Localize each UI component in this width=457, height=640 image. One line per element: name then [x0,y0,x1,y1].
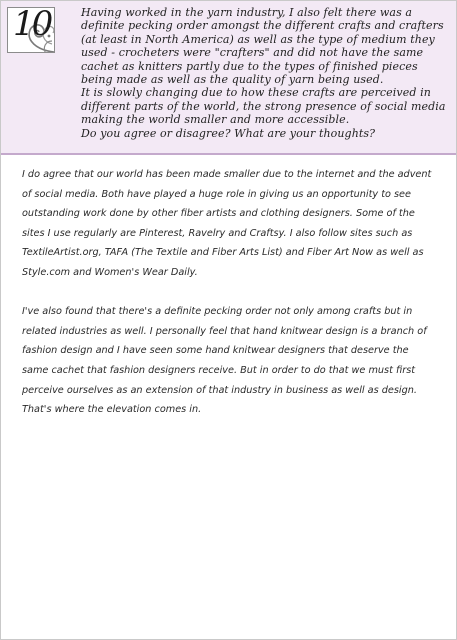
question-text [81,6,453,140]
question-number: 10 [13,7,51,44]
question-paragraph: Having worked in the yarn industry, I also felt there was a definite pecking order amongst the different crafts and crafters (at least in North America) as well as the type of medium they used - crocheters were "crafters" and did not have the same cachet as knitters partly due to the types of finished pieces being made as well as the quality of yarn being used. [81,6,444,87]
question-prompt: Do you agree or disagree? What are your thoughts? [81,126,376,140]
question-band [1,1,456,155]
answer-paragraph: I've also found that there's a definite pecking order not only among crafts but in related industries as well. I personally feel that hand knitwear design is a branch of fashion design and I have seen some hand knitwear designers that deserve the same cachet that fashion designers receive. But in order to do that we must first perceive ourselves as an extension of that industry in business as well as design. That's where the elevation comes in. [22,306,427,416]
answer-paragraph: I do agree that our world has been made smaller due to the internet and the advent of social media. Both have played a huge role in giving us an opportunity to see outstanding work done by other fiber artists and clothing designers. Some of the sites I use regularly are Pinterest, Ravelry and Craftsy. I also follow sites such as TextileArtist.org, TAFA (The Textile and Fiber Arts List) and Fiber Art Now as well as Style.com and Women's Wear Daily. [22,169,432,278]
question-paragraph: It is slowly changing due to how these crafts are perceived in different parts of the world, the strong presence of social media making the world smaller and more accessible. [81,86,446,127]
question-number-badge [7,7,55,53]
answer-text [22,165,438,439]
